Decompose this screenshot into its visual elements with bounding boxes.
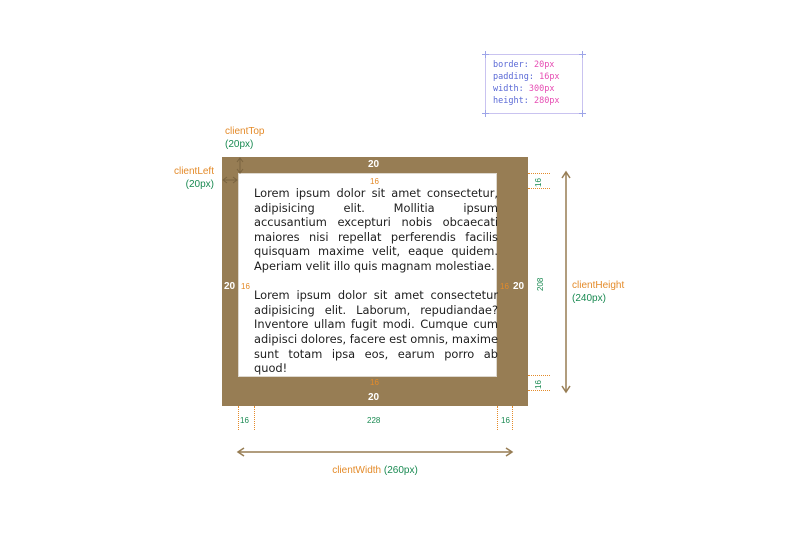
client-left-arrow <box>223 177 237 183</box>
legend-value: 280px <box>533 96 560 106</box>
legend-key: padding: <box>493 72 534 82</box>
border-bottom-measure: 20 <box>368 392 380 403</box>
client-height-arrow <box>562 172 570 392</box>
padding-top-outer-measure: 16 <box>534 178 543 187</box>
legend-key: width: <box>493 84 524 94</box>
content-paragraph: Lorem ipsum dolor sit amet consectetur adipisicing elit. Laborum, repudiandae? Inventore ullam fugit modi. Cumque cum adipisci dolores, facere est omnis, maxime sunt totam ipsa eos, earum porro ab quod! <box>254 288 498 376</box>
padding-right-measure: 16 <box>500 282 509 291</box>
padding-right-below-measure: 16 <box>501 416 510 425</box>
client-left-value: (20px) <box>185 179 214 190</box>
padding-left-below-measure: 16 <box>240 416 249 425</box>
padding-bottom-measure: 16 <box>370 378 379 387</box>
client-height-value: (240px) <box>572 293 606 304</box>
client-top-label: clientTop <box>225 126 265 137</box>
border-right-measure: 20 <box>513 281 525 292</box>
content-width-measure: 228 <box>367 416 381 425</box>
border-top-measure: 20 <box>368 159 380 170</box>
client-left-label: clientLeft <box>173 166 214 177</box>
client-width-label: clientWidth <box>332 465 382 476</box>
legend-value: 300px <box>528 84 555 94</box>
client-width-arrow <box>238 448 512 456</box>
legend-value: 20px <box>533 60 555 70</box>
content-height-measure: 208 <box>536 277 545 291</box>
legend-key: height: <box>493 96 529 106</box>
client-top-value: (20px) <box>225 139 254 150</box>
padding-left-measure: 16 <box>241 282 250 291</box>
padding-top-measure: 16 <box>370 177 379 186</box>
client-width-value: (260px) <box>383 465 418 476</box>
border-left-measure: 20 <box>224 281 236 292</box>
legend-value: 16px <box>539 72 560 82</box>
padding-bottom-outer-measure: 16 <box>534 380 543 389</box>
legend-key: border: <box>493 60 529 70</box>
client-top-arrow <box>237 158 243 173</box>
content-paragraph: Lorem ipsum dolor sit amet consectetur, adipisicing elit. Mollitia ipsum accusantium excepturi nobis obcaecati maiores nisi repellat perferendis facilis quisquam maxime velit, eaque quidem. Aperiam velit illo quis magnam molestiae. <box>254 186 498 273</box>
client-height-label: clientHeight <box>572 280 625 291</box>
